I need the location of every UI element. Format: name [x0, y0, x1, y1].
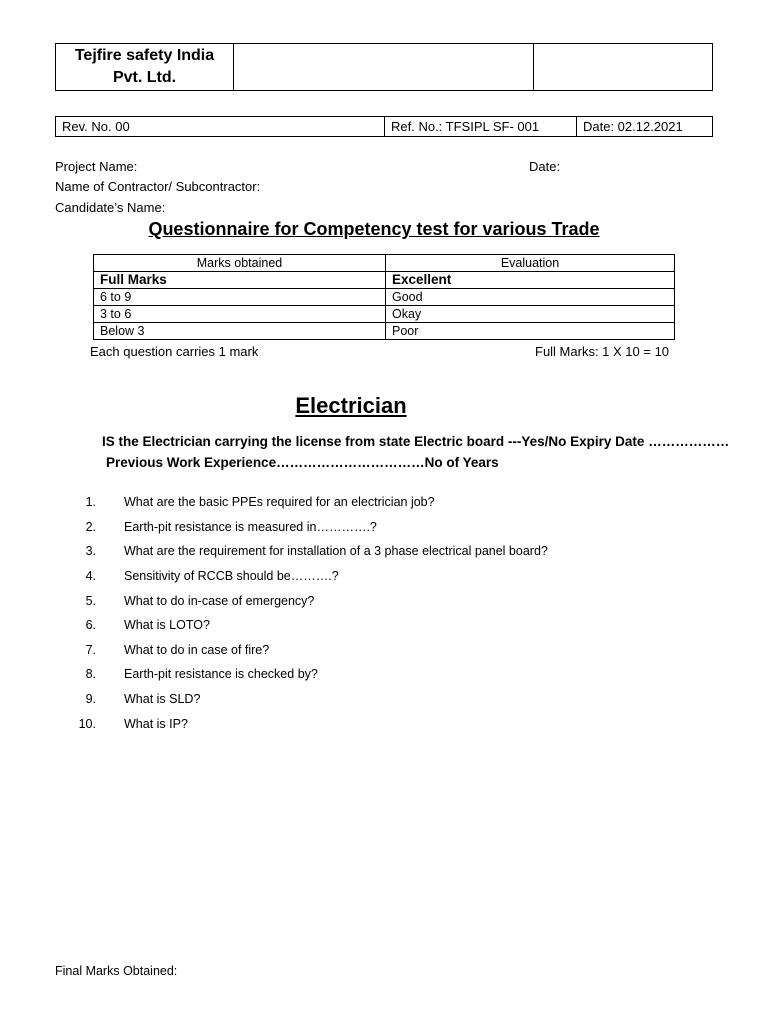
table-row — [94, 306, 675, 323]
marks-cell: Full Marks — [94, 272, 386, 289]
question-number: 8. — [85, 667, 96, 682]
question-number: 7. — [85, 642, 96, 657]
candidate-label: Candidate’s Name: — [55, 200, 166, 215]
list-item — [62, 711, 742, 736]
company-name — [56, 44, 234, 90]
header-blank-cell-right — [534, 44, 712, 90]
contractor-label: Name of Contractor/ Subcontractor: — [55, 179, 261, 194]
question-number: 5. — [85, 593, 96, 608]
header-blank-cell — [234, 44, 534, 90]
header-box — [55, 43, 713, 91]
question-number: 4. — [85, 569, 96, 584]
list-item — [62, 539, 742, 564]
table-row — [94, 272, 675, 289]
marks-cell: 3 to 6 — [94, 306, 386, 323]
question-text: What is IP? — [124, 716, 188, 731]
header-marks-obtained: Marks obtained — [94, 255, 386, 272]
license-question: IS the Electrician carrying the license from state Electric board ---Yes/No Expiry Date ……………… — [102, 434, 730, 449]
reference-number: Ref. No.: TFSIPL SF- 001 — [385, 117, 577, 136]
marks-table — [93, 254, 675, 340]
list-item — [62, 687, 742, 712]
company-name-line2: Pvt. Ltd. — [112, 69, 177, 86]
table-row — [94, 289, 675, 306]
question-number: 9. — [85, 692, 96, 707]
question-number: 2. — [85, 519, 96, 534]
revision-row — [55, 116, 713, 137]
page-title: Questionnaire for Competency test for various Trade — [148, 219, 600, 239]
evaluation-cell: Poor — [386, 323, 675, 340]
question-text: What to do in case of fire? — [124, 642, 270, 657]
question-list — [62, 490, 742, 736]
question-text: What are the basic PPEs required for an electrician job? — [124, 495, 435, 510]
marks-cell: Below 3 — [94, 323, 386, 340]
list-item — [62, 638, 742, 663]
question-number: 10. — [78, 716, 96, 731]
list-item — [62, 564, 742, 589]
question-number: 6. — [85, 618, 96, 633]
question-text: What to do in-case of emergency? — [124, 593, 315, 608]
full-marks-note: Full Marks: 1 X 10 = 10 — [535, 344, 670, 359]
question-text: Sensitivity of RCCB should be……….? — [124, 569, 339, 584]
list-item — [62, 490, 742, 515]
table-row — [94, 323, 675, 340]
header-evaluation: Evaluation — [386, 255, 675, 272]
list-item — [62, 588, 742, 613]
list-item — [62, 515, 742, 540]
trade-title: Electrician — [295, 393, 407, 418]
question-text: What is SLD? — [124, 692, 201, 707]
question-text: What are the requirement for installation of a 3 phase electrical panel board? — [124, 544, 548, 559]
evaluation-cell: Okay — [386, 306, 675, 323]
evaluation-cell: Excellent — [386, 272, 675, 289]
question-number: 1. — [85, 495, 96, 510]
date-label: Date: — [529, 159, 561, 174]
evaluation-cell: Good — [386, 289, 675, 306]
list-item — [62, 662, 742, 687]
question-number: 3. — [85, 544, 96, 559]
table-header-row — [94, 255, 675, 272]
project-name-label: Project Name: — [55, 159, 138, 174]
each-question-note: Each question carries 1 mark — [90, 344, 259, 359]
list-item — [62, 613, 742, 638]
question-text: What is LOTO? — [124, 618, 210, 633]
marks-cell: 6 to 9 — [94, 289, 386, 306]
final-marks-label: Final Marks Obtained: — [55, 964, 178, 978]
document-date: Date: 02.12.2021 — [583, 119, 683, 134]
revision-number: Rev. No. 00 — [56, 117, 385, 136]
experience-question: Previous Work Experience……………………………No of Years — [106, 455, 499, 470]
company-name-line1: Tejfire safety India — [74, 47, 215, 64]
question-text: Earth-pit resistance is measured in………….? — [124, 519, 377, 534]
question-text: Earth-pit resistance is checked by? — [124, 667, 318, 682]
